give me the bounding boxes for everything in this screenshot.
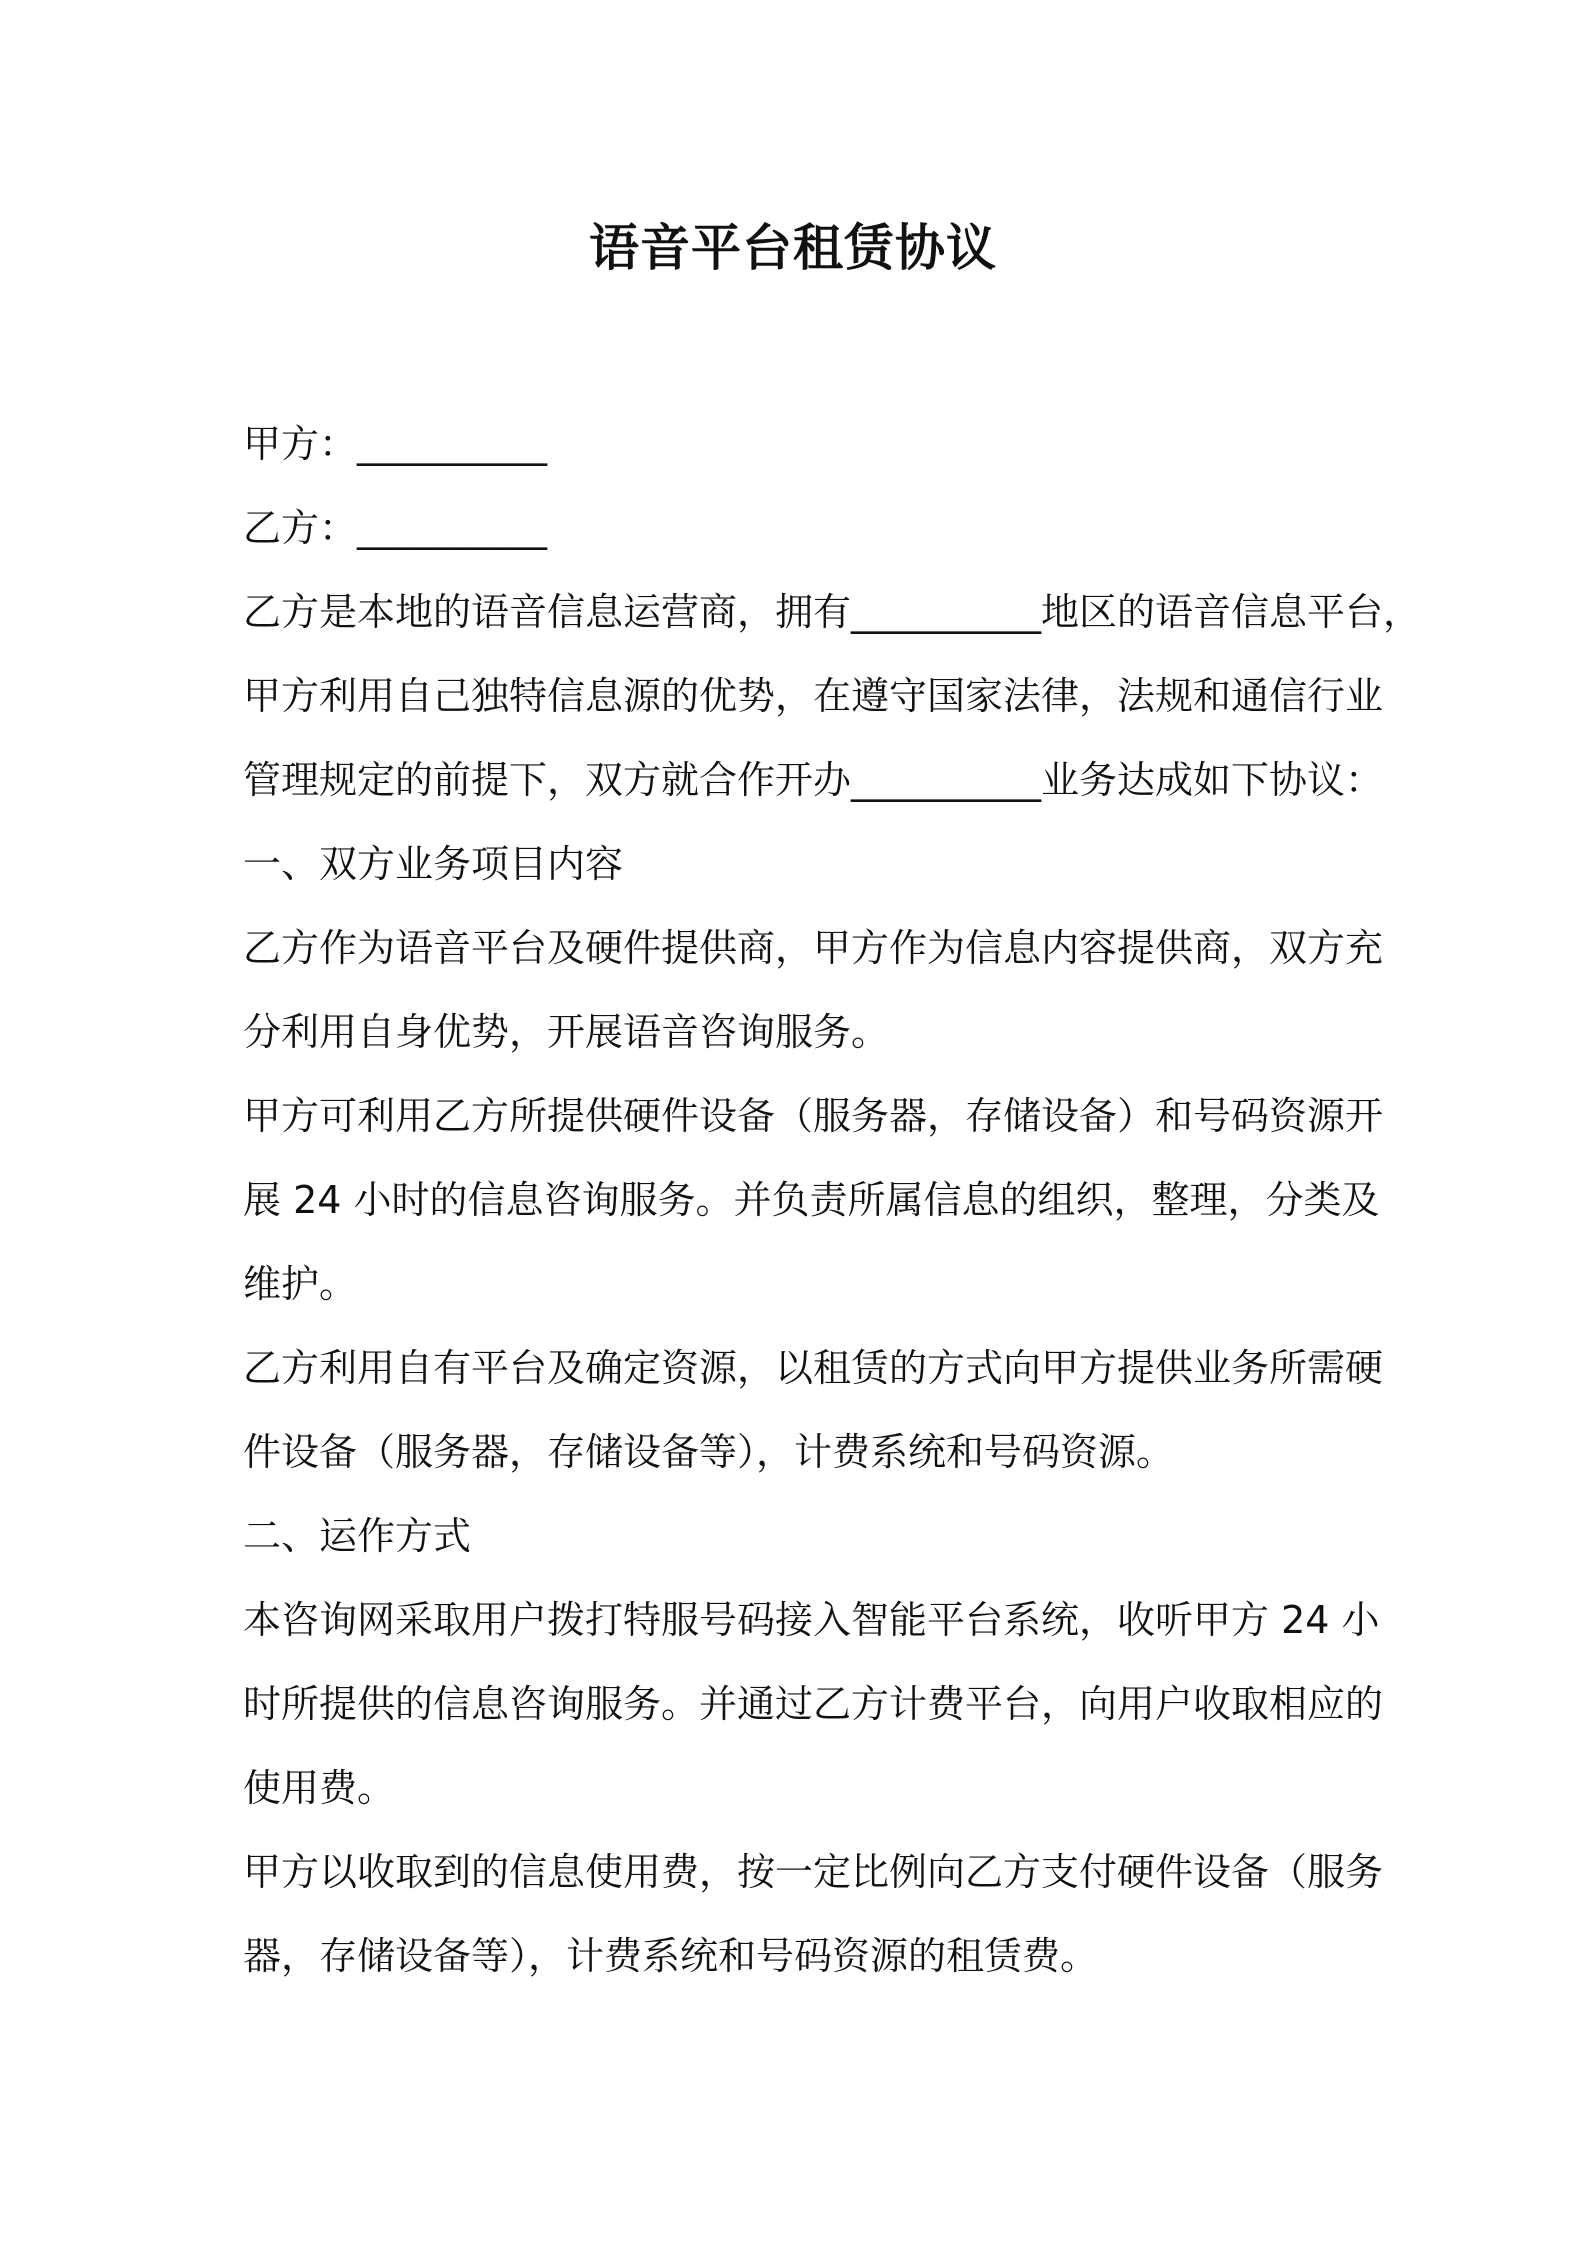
paragraph-line: 乙方是本地的语音信息运营商，拥有__________地区的语音信息平台， [243, 590, 1422, 634]
paragraph-line: 乙方作为语音平台及硬件提供商，甲方作为信息内容提供商，双方充 [243, 926, 1384, 970]
paragraph-line: 分利用自身优势，开展语音咨询服务。 [243, 1010, 890, 1054]
section-heading: 一、双方业务项目内容 [243, 842, 624, 886]
party-a-line: 甲方：__________ [243, 422, 548, 466]
paragraph-line: 展 24 小时的信息咨询服务。并负责所属信息的组织，整理，分类及 [243, 1178, 1380, 1222]
document-title: 语音平台租赁协议 [589, 219, 997, 277]
paragraph-line: 维护。 [243, 1262, 358, 1306]
paragraph-line: 使用费。 [243, 1766, 396, 1810]
paragraph-line: 本咨询网采取用户拨打特服号码接入智能平台系统，收听甲方 24 小 [243, 1598, 1380, 1642]
paragraph-line: 甲方利用自己独特信息源的优势，在遵守国家法律，法规和通信行业 [243, 674, 1384, 718]
paragraph-line: 管理规定的前提下，双方就合作开办__________业务达成如下协议： [243, 758, 1384, 802]
paragraph-line: 甲方以收取到的信息使用费，按一定比例向乙方支付硬件设备（服务 [243, 1850, 1384, 1894]
section-heading: 二、运作方式 [243, 1514, 472, 1558]
party-b-line: 乙方：__________ [243, 506, 548, 550]
paragraph-line: 件设备（服务器，存储设备等），计费系统和号码资源。 [243, 1430, 1175, 1474]
document-body [243, 402, 1422, 1998]
paragraph-line: 器，存储设备等），计费系统和号码资源的租赁费。 [243, 1934, 1099, 1978]
paragraph-line: 乙方利用自有平台及确定资源，以租赁的方式向甲方提供业务所需硬 [243, 1346, 1384, 1390]
paragraph-line: 甲方可利用乙方所提供硬件设备（服务器，存储设备）和号码资源开 [243, 1094, 1384, 1138]
paragraph-line: 时所提供的信息咨询服务。并通过乙方计费平台，向用户收取相应的 [243, 1682, 1384, 1726]
